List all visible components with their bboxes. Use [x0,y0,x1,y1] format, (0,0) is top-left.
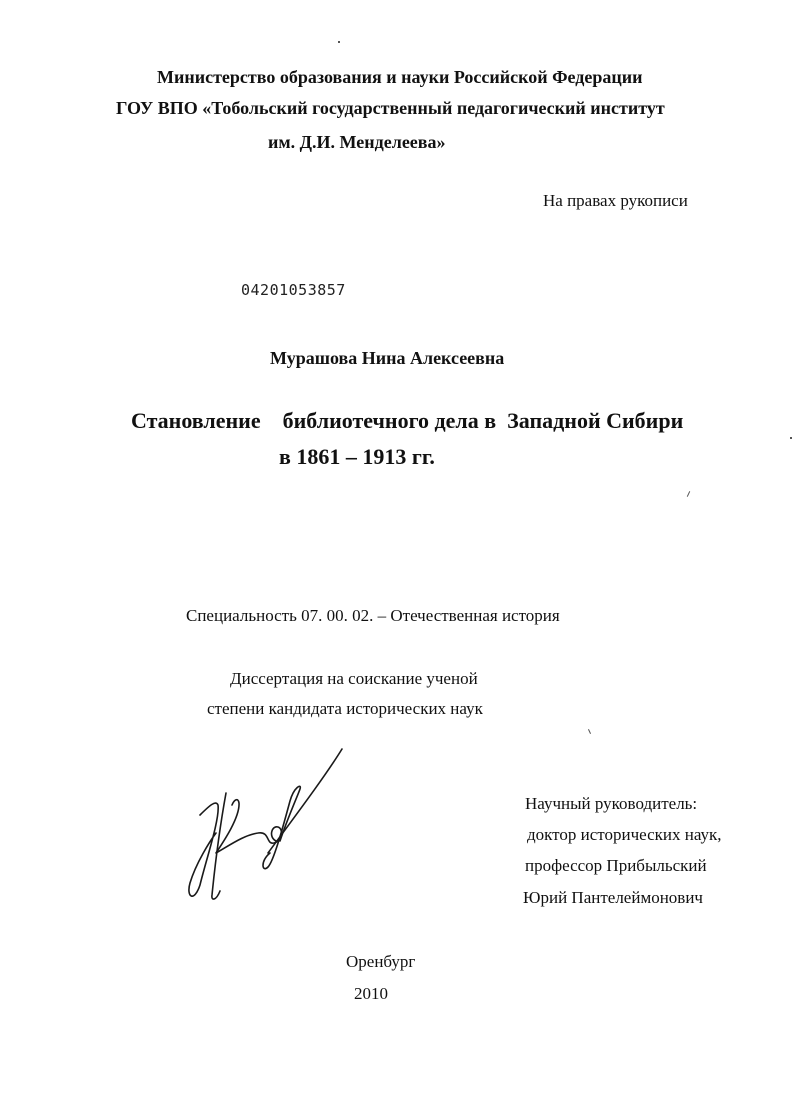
supervisor-name: Юрий Пантелеймонович [523,888,703,907]
institute-name-line: им. Д.И. Менделеева» [268,132,446,152]
dissertation-title-line1: Становление библиотечного дела в Западной Сибири [131,408,684,433]
scan-speck [338,41,340,43]
year: 2010 [354,984,388,1003]
dissertation-purpose-line1: Диссертация на соискание ученой [230,669,478,688]
scan-speck [588,729,591,734]
specialty-line: Специальность 07. 00. 02. – Отечественная история [186,606,560,625]
city: Оренбург [346,952,416,971]
catalog-number: 04201053857 [241,281,346,299]
supervisor-label: Научный руководитель: [525,794,698,813]
dissertation-title-line2: в 1861 – 1913 гг. [279,444,435,469]
supervisor-position: профессор Прибыльский [525,856,707,875]
dissertation-purpose-line2: степени кандидата исторических наук [207,699,483,718]
manuscript-note: На правах рукописи [543,191,688,210]
supervisor-degree: доктор исторических наук, [527,825,722,844]
author-name: Мурашова Нина Алексеевна [270,348,505,368]
scan-speck [687,491,690,497]
institute-line: ГОУ ВПО «Тобольский государственный педагогический институт [116,98,665,118]
scan-speck [790,437,792,439]
author-signature [176,745,356,905]
ministry-line: Министерство образования и науки Российской Федерации [157,67,643,87]
